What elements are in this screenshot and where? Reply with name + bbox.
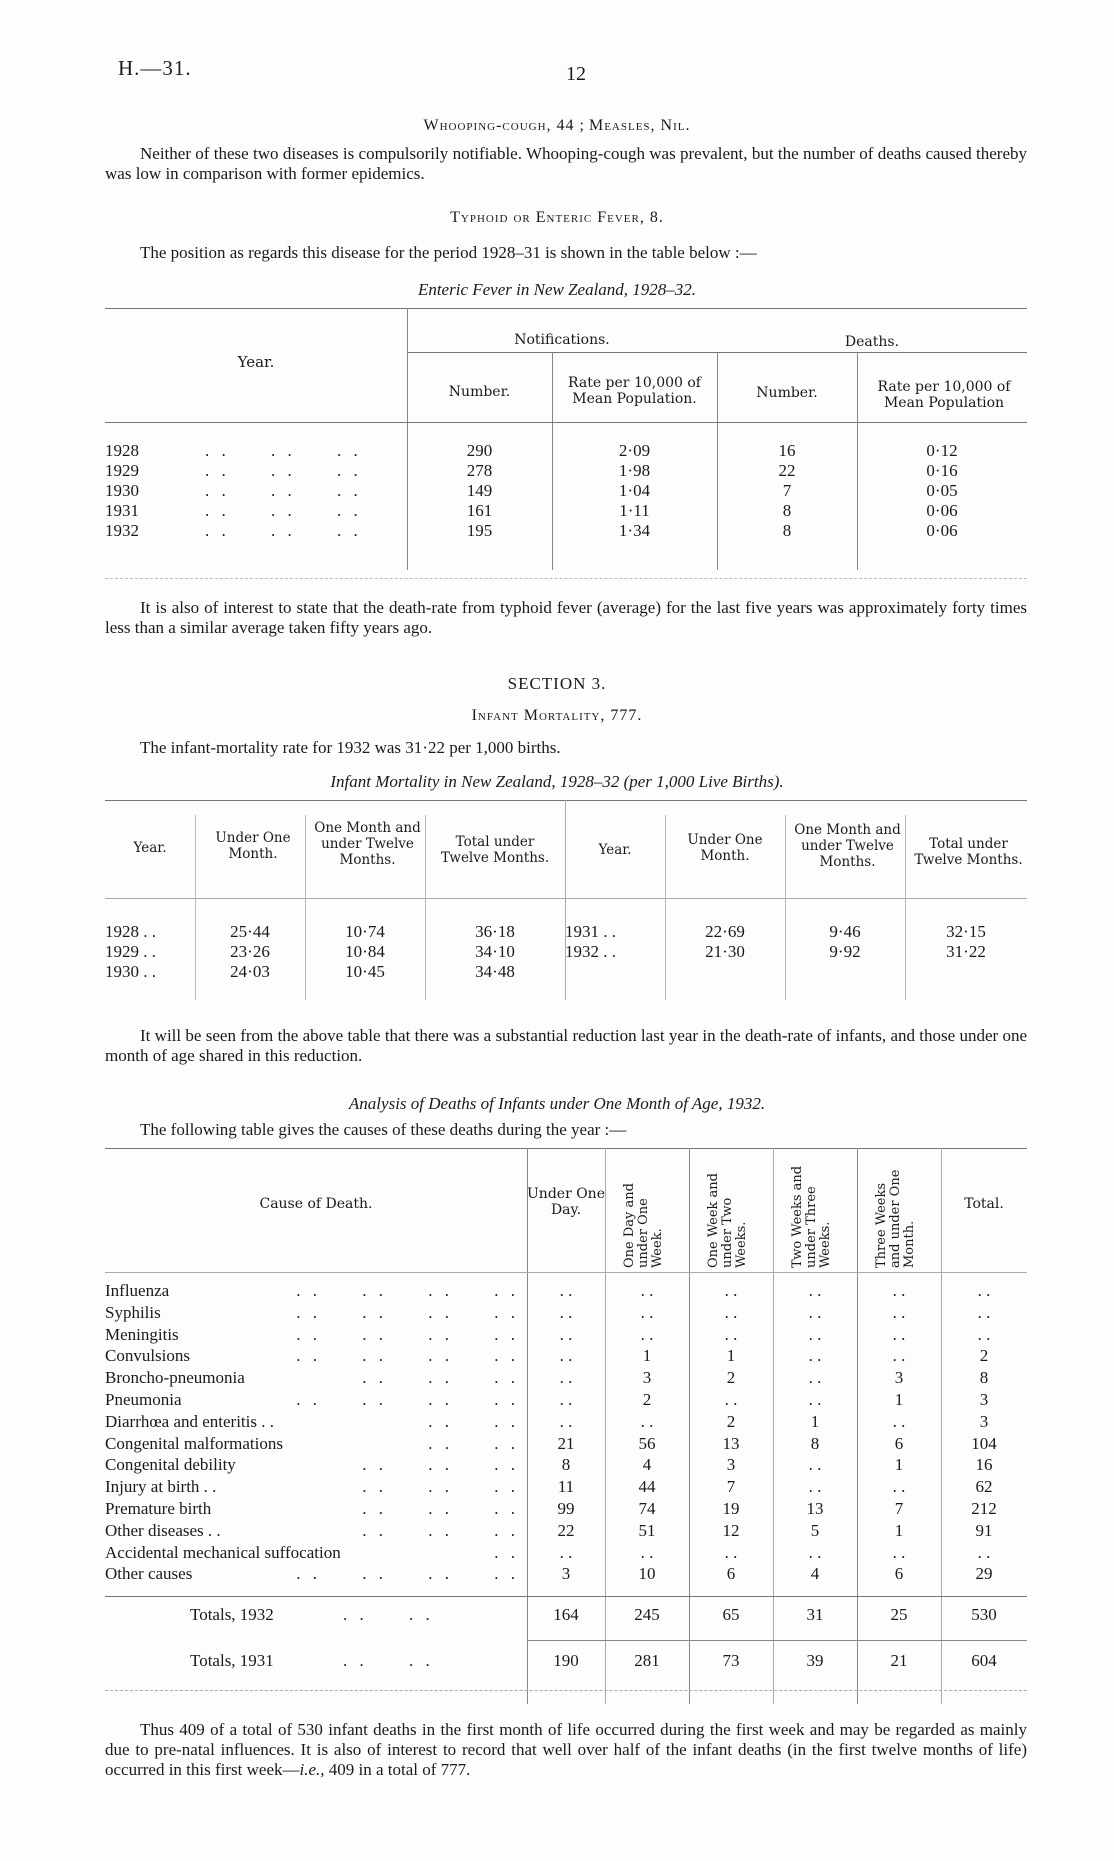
infant-under-one-month: 25·44 [230, 922, 270, 941]
totals-1931-three-month: 21 [890, 1651, 908, 1670]
enteric-not-rate: 1·11 [619, 501, 650, 520]
analysis-cause: Premature birth [105, 1498, 212, 1518]
analysis-week-two: 1 [726, 1346, 736, 1366]
analysis-under-day: . . [559, 1281, 573, 1300]
analysis-two-three: 8 [810, 1433, 820, 1453]
infant-rate-intro: The infant-mortality rate for 1932 was 31·22 per 1,000 births. [140, 738, 561, 757]
analysis-under-day: 22 [557, 1520, 575, 1540]
totals-1931-label: Totals, 1931 [190, 1651, 274, 1670]
enteric-year-cell [105, 521, 407, 541]
analysis-cause-cell [105, 1367, 527, 1389]
analysis-cause-cell [105, 1411, 527, 1433]
analysis-day-week: 4 [642, 1455, 652, 1475]
analysis-note-b: 409 in a total of 777. [324, 1760, 471, 1779]
infant-year: 1932 . . [565, 942, 616, 961]
enteric-col-not-rate: Rate per 10,000 of Mean Population. [567, 375, 701, 407]
analysis-week-two: 2 [726, 1411, 736, 1431]
infant-under-one-month: 22·69 [705, 922, 745, 941]
enteric-death-rate: 0·05 [926, 481, 958, 500]
analysis-col-cause: Cause of Death. [259, 1196, 373, 1212]
analysis-totals-1932 [105, 1604, 1027, 1626]
enteric-year: 1932 [105, 521, 139, 540]
totals-1932-day-week: 245 [634, 1605, 660, 1624]
analysis-day-week: . . [640, 1411, 654, 1431]
analysis-leader: . . . . . . . . [296, 1281, 519, 1300]
analysis-day-week: 2 [642, 1389, 652, 1409]
enteric-row [105, 441, 1027, 461]
analysis-three-month: 1 [894, 1520, 904, 1540]
analysis-total: 16 [975, 1455, 993, 1475]
enteric-leader: . . . . . . [205, 501, 362, 520]
analysis-week-two: . . [724, 1324, 738, 1344]
analysis-two-three: . . [808, 1302, 822, 1322]
infant-total: 34·10 [475, 942, 515, 961]
analysis-week-two: . . [724, 1302, 738, 1322]
analysis-cause-cell [105, 1476, 527, 1498]
infant-one-to-twelve: 10·74 [345, 922, 385, 941]
totals-1932-leader: . . . . [343, 1605, 434, 1624]
analysis-col-week-two: One Week and under Two Weeks. [706, 1173, 749, 1268]
analysis-day-week: 51 [638, 1520, 656, 1540]
analysis-two-three: . . [808, 1477, 822, 1497]
analysis-row [105, 1324, 1027, 1346]
analysis-three-month: . . [892, 1411, 906, 1431]
totals-1932-label: Totals, 1932 [190, 1605, 274, 1624]
enteric-table [105, 308, 1027, 578]
infant-under-one-month: 23·26 [230, 942, 270, 961]
enteric-year-cell [105, 461, 407, 481]
infant-row [565, 942, 1027, 962]
analysis-two-three: . . [808, 1542, 822, 1562]
typhoid-heading: Typhoid or Enteric Fever, 8. [450, 209, 664, 226]
analysis-cause: Other causes [105, 1564, 193, 1584]
analysis-note [105, 1720, 1027, 1780]
analysis-cause-cell [105, 1324, 527, 1346]
analysis-cause: Syphilis [105, 1302, 161, 1322]
analysis-day-week: 1 [642, 1346, 652, 1366]
analysis-leader: . . . . . . [362, 1477, 519, 1497]
analysis-three-month: . . [892, 1346, 906, 1366]
analysis-cause: Diarrhœa and enteritis . . [105, 1411, 274, 1431]
enteric-col-d-rate: Rate per 10,000 of Mean Population [877, 379, 1011, 411]
analysis-cause: Congenital debility [105, 1455, 236, 1475]
totals-1932-week-two: 65 [722, 1605, 740, 1624]
enteric-row [105, 521, 1027, 541]
analysis-day-week: 3 [642, 1368, 652, 1388]
enteric-year-cell [105, 441, 407, 461]
report-code: H.—31. [118, 56, 192, 80]
analysis-under-day: . . [559, 1324, 573, 1344]
analysis-row [105, 1476, 1027, 1498]
infant-col-total-right: Total under Twelve Months. [914, 836, 1023, 868]
analysis-two-three: . . [808, 1346, 822, 1366]
analysis-week-two: 6 [726, 1564, 736, 1584]
enteric-leader: . . . . . . [205, 441, 362, 460]
analysis-cause: Injury at birth . . [105, 1477, 217, 1497]
analysis-row [105, 1367, 1027, 1389]
analysis-under-day: 99 [557, 1498, 575, 1518]
analysis-total: 104 [971, 1433, 997, 1453]
analysis-leader: . . . . . . . . [296, 1302, 519, 1322]
totals-1932-under-day: 164 [553, 1605, 579, 1624]
analysis-row [105, 1280, 1027, 1302]
enteric-table-title: Enteric Fever in New Zealand, 1928–32. [417, 280, 697, 299]
analysis-three-month: 6 [894, 1564, 904, 1584]
analysis-row [105, 1433, 1027, 1455]
analysis-under-day: . . [559, 1302, 573, 1322]
analysis-week-two: 19 [722, 1498, 740, 1518]
infant-row [565, 922, 1027, 942]
analysis-row [105, 1520, 1027, 1542]
totals-1932-three-month: 25 [890, 1605, 908, 1624]
enteric-not-rate: 1·04 [618, 481, 651, 500]
enteric-col-year: Year. [237, 353, 275, 371]
analysis-week-two: 12 [722, 1520, 740, 1540]
analysis-cause: Other diseases . . [105, 1520, 221, 1540]
analysis-cause-cell [105, 1542, 527, 1564]
analysis-total: 8 [979, 1368, 989, 1388]
analysis-intro: The following table gives the causes of these deaths during the year :— [140, 1120, 627, 1139]
analysis-row [105, 1542, 1027, 1564]
infant-table [105, 800, 1027, 1005]
analysis-cause: Convulsions [105, 1346, 191, 1366]
analysis-col-total: Total. [964, 1196, 1004, 1212]
enteric-year-cell [105, 481, 407, 501]
enteric-year: 1930 [105, 481, 139, 500]
analysis-leader: . . . . . . . . [296, 1324, 519, 1344]
totals-1931-row [105, 1650, 1027, 1672]
analysis-leader: . . . . . . . . [296, 1346, 519, 1366]
enteric-not-rate: 1·98 [618, 461, 651, 480]
enteric-leader: . . . . . . [205, 461, 362, 480]
whooping-heading-a: Whooping-cough, 44 ; [423, 117, 585, 134]
infant-col-under1-left: Under One Month. [215, 830, 291, 862]
enteric-death-rate: 0·06 [926, 501, 958, 520]
analysis-leader: . . . . . . [362, 1498, 519, 1518]
enteric-col-d-number: Number. [756, 385, 818, 401]
infant-one-to-twelve: 10·84 [345, 942, 385, 961]
enteric-year: 1929 [105, 461, 139, 480]
analysis-total: . . [977, 1302, 991, 1322]
analysis-leader: . . . . . . . . [296, 1564, 519, 1584]
analysis-cause-cell [105, 1498, 527, 1520]
analysis-col-two-three: Two Weeks and under Three Weeks. [790, 1165, 833, 1268]
analysis-day-week: 56 [638, 1433, 656, 1453]
infant-under-one-month: 21·30 [705, 942, 745, 961]
analysis-row [105, 1498, 1027, 1520]
infant-year: 1931 . . [565, 922, 616, 941]
analysis-two-three: . . [808, 1389, 822, 1409]
analysis-three-month: 6 [894, 1433, 904, 1453]
analysis-total: 91 [975, 1520, 993, 1540]
analysis-under-day: 11 [557, 1477, 575, 1497]
analysis-two-three: 5 [810, 1520, 820, 1540]
infant-row [105, 962, 565, 982]
infant-col-under1-right: Under One Month. [687, 832, 763, 864]
analysis-row [105, 1563, 1027, 1585]
analysis-cause-cell [105, 1345, 527, 1367]
analysis-day-week: 10 [638, 1564, 656, 1584]
typhoid-intro: The position as regards this disease for the period 1928–31 is shown in the table below :— [140, 243, 757, 262]
enteric-death-rate: 0·12 [926, 441, 958, 460]
enteric-year-cell [105, 501, 407, 521]
analysis-cause-cell [105, 1280, 527, 1302]
analysis-cause-cell [105, 1563, 527, 1585]
enteric-death-number: 8 [782, 501, 792, 520]
analysis-day-week: . . [640, 1324, 654, 1344]
analysis-leader: . . . . . . [362, 1520, 519, 1540]
analysis-title: Analysis of Deaths of Infants under One Month of Age, 1932. [348, 1094, 766, 1113]
analysis-two-three: . . [808, 1324, 822, 1344]
enteric-not-rate: 1·34 [618, 521, 651, 540]
analysis-two-three: . . [808, 1455, 822, 1475]
infant-one-to-twelve: 9·92 [829, 942, 861, 961]
enteric-death-number: 7 [782, 481, 792, 500]
page-number: 12 [566, 63, 586, 85]
totals-1932-row [105, 1604, 1027, 1626]
analysis-under-day: . . [559, 1346, 573, 1366]
analysis-total: . . [977, 1281, 991, 1300]
analysis-three-month: 1 [894, 1455, 904, 1475]
infant-row [105, 942, 565, 962]
enteric-col-notifications: Notifications. [514, 332, 610, 348]
infant-table-title: Infant Mortality in New Zealand, 1928–32 (per 1,000 Live Births). [330, 772, 784, 791]
analysis-three-month: . . [892, 1302, 906, 1322]
totals-1931-under-day: 190 [553, 1651, 579, 1670]
totals-1931-week-two: 73 [722, 1651, 740, 1670]
analysis-day-week: . . [640, 1302, 654, 1322]
totals-1931-day-week: 281 [634, 1651, 660, 1670]
analysis-three-month: 3 [894, 1368, 904, 1388]
analysis-leader: . . . . . . . . [296, 1389, 519, 1409]
enteric-death-rate: 0·06 [926, 521, 958, 540]
analysis-col-day-week: One Day and under One Week. [622, 1183, 665, 1268]
analysis-under-day: . . [559, 1389, 573, 1409]
enteric-death-number: 8 [782, 521, 792, 540]
analysis-leader: . . . . . . [362, 1455, 519, 1475]
infant-year: 1928 . . [105, 922, 156, 941]
analysis-two-three: 1 [810, 1411, 820, 1431]
analysis-total: . . [977, 1324, 991, 1344]
analysis-table [105, 1148, 1027, 1708]
enteric-not-number: 278 [466, 461, 493, 480]
enteric-col-not-number: Number. [448, 384, 511, 400]
analysis-under-day: 3 [561, 1564, 571, 1584]
analysis-leader: . . [494, 1542, 519, 1562]
infant-col-1to12-left: One Month and under Twelve Months. [314, 820, 421, 868]
analysis-week-two: 7 [726, 1477, 736, 1497]
analysis-total: 2 [979, 1346, 989, 1366]
analysis-week-two: 13 [722, 1433, 740, 1453]
infant-note: It will be seen from the above table that there was a substantial reduction last year in the death-rate of infants, and those under one month of age shared in this reduction. [105, 1026, 1027, 1065]
analysis-three-month: 1 [894, 1389, 904, 1409]
analysis-cause-cell [105, 1454, 527, 1476]
analysis-day-week: . . [640, 1542, 654, 1562]
analysis-cause-cell [105, 1433, 527, 1455]
analysis-note-ie: i.e., [299, 1760, 325, 1779]
enteric-leader: . . . . . . [205, 481, 362, 500]
enteric-death-number: 16 [778, 441, 796, 460]
analysis-total: 29 [975, 1564, 993, 1584]
analysis-cause-cell [105, 1389, 527, 1411]
analysis-row [105, 1454, 1027, 1476]
infant-total: 34·48 [475, 962, 515, 981]
totals-1931-two-three: 39 [806, 1651, 824, 1670]
analysis-day-week: 74 [638, 1498, 656, 1518]
analysis-week-two: 2 [726, 1368, 736, 1388]
analysis-row [105, 1345, 1027, 1367]
analysis-cause-cell [105, 1302, 527, 1324]
analysis-three-month: . . [892, 1324, 906, 1344]
analysis-under-day: . . [559, 1542, 573, 1562]
analysis-two-three: 4 [810, 1564, 820, 1584]
enteric-not-number: 149 [466, 481, 493, 500]
enteric-year: 1928 [105, 441, 139, 460]
analysis-three-month: . . [892, 1542, 906, 1562]
analysis-total: 3 [979, 1411, 989, 1431]
enteric-not-number: 195 [466, 521, 493, 540]
enteric-leader: . . . . . . [205, 521, 362, 540]
analysis-col-under-day: Under One Day. [527, 1186, 605, 1218]
analysis-row [105, 1411, 1027, 1433]
analysis-week-two: . . [724, 1389, 738, 1409]
section3-title: SECTION 3. [507, 674, 607, 693]
infant-under-one-month: 24·03 [230, 962, 270, 981]
analysis-leader: . . . . [428, 1433, 519, 1453]
analysis-total: 212 [971, 1498, 997, 1518]
enteric-death-number: 22 [778, 461, 796, 480]
enteric-not-number: 290 [466, 441, 493, 460]
infant-col-year-left: Year. [133, 840, 167, 856]
analysis-cause-cell [105, 1520, 527, 1542]
analysis-week-two: . . [724, 1542, 738, 1562]
totals-1932-two-three: 31 [806, 1605, 824, 1624]
analysis-total: 3 [979, 1389, 989, 1409]
analysis-leader: . . . . . . [362, 1368, 519, 1388]
totals-1931-total: 604 [971, 1651, 997, 1670]
infant-rows-left [105, 922, 565, 982]
totals-1932-total: 530 [971, 1605, 997, 1624]
analysis-col-three-month: Three Weeks and under One Month. [874, 1169, 917, 1268]
enteric-death-rate: 0·16 [926, 461, 958, 480]
analysis-cause: Congenital malformations [105, 1433, 283, 1453]
enteric-row [105, 501, 1027, 521]
analysis-total: 62 [975, 1477, 993, 1497]
analysis-row [105, 1302, 1027, 1324]
analysis-cause: Influenza [105, 1281, 170, 1300]
typhoid-note: It is also of interest to state that the death-rate from typhoid fever (average) for the last five years was approximately forty times less than a similar average taken fifty years ago. [105, 598, 1027, 637]
analysis-total: . . [977, 1542, 991, 1562]
infant-one-to-twelve: 10·45 [345, 962, 385, 981]
whooping-heading [0, 116, 1114, 135]
analysis-under-day: . . [559, 1411, 573, 1431]
analysis-two-three: . . [808, 1368, 822, 1388]
infant-rows-right [565, 922, 1027, 962]
whooping-text: Neither of these two diseases is compulsorily notifiable. Whooping-cough was prevalent, but the number of deaths caused thereby was low in comparison with former epidemics. [105, 144, 1027, 183]
infant-col-total-left: Total under Twelve Months. [440, 834, 550, 866]
analysis-under-day: 21 [557, 1433, 575, 1453]
infant-total: 36·18 [475, 922, 515, 941]
analysis-totals-1931 [105, 1650, 1027, 1672]
analysis-leader: . . . . [428, 1411, 519, 1431]
totals-1931-leader: . . . . [343, 1651, 434, 1670]
analysis-cause: Broncho-pneumonia [105, 1368, 245, 1388]
analysis-two-three: . . [808, 1281, 822, 1300]
analysis-cause: Pneumonia [105, 1389, 182, 1409]
analysis-day-week: . . [640, 1281, 654, 1300]
analysis-note-a: Thus 409 of a total of 530 infant deaths in the first month of life occurred during the first week and may be regarded as mainly due to pre-natal influences. It is also of interest to record that well over half of the infant deaths (in the first twelve months of life) occurred in this first week— [105, 1720, 1027, 1779]
analysis-cause: Meningitis [105, 1324, 179, 1344]
analysis-day-week: 44 [638, 1477, 656, 1497]
enteric-col-deaths: Deaths. [844, 334, 900, 350]
infant-total: 32·15 [946, 922, 986, 941]
analysis-week-two: . . [724, 1281, 738, 1300]
whooping-heading-b: Measles, Nil. [588, 117, 691, 134]
enteric-row [105, 481, 1027, 501]
analysis-three-month: . . [892, 1477, 906, 1497]
infant-col-1to12-right: One Month and under Twelve Months. [794, 822, 901, 870]
analysis-rows [105, 1280, 1027, 1585]
infant-row [105, 922, 565, 942]
section3-subtitle: Infant Mortality, 777. [471, 707, 643, 724]
analysis-three-month: . . [892, 1281, 906, 1300]
enteric-year: 1931 [105, 501, 139, 520]
infant-total: 31·22 [946, 942, 986, 961]
analysis-cause: Accidental mechanical suffocation [105, 1542, 341, 1562]
infant-one-to-twelve: 9·46 [829, 922, 861, 941]
analysis-under-day: . . [559, 1368, 573, 1388]
infant-col-year-right: Year. [598, 842, 632, 858]
analysis-three-month: 7 [894, 1498, 904, 1518]
enteric-row [105, 461, 1027, 481]
enteric-not-rate: 2·09 [618, 441, 651, 460]
infant-year: 1930 . . [105, 962, 156, 981]
analysis-under-day: 8 [561, 1455, 571, 1475]
enteric-rows [105, 441, 1027, 541]
infant-year: 1929 . . [105, 942, 156, 961]
analysis-week-two: 3 [726, 1455, 736, 1475]
analysis-row [105, 1389, 1027, 1411]
enteric-not-number: 161 [466, 501, 493, 520]
analysis-two-three: 13 [806, 1498, 824, 1518]
